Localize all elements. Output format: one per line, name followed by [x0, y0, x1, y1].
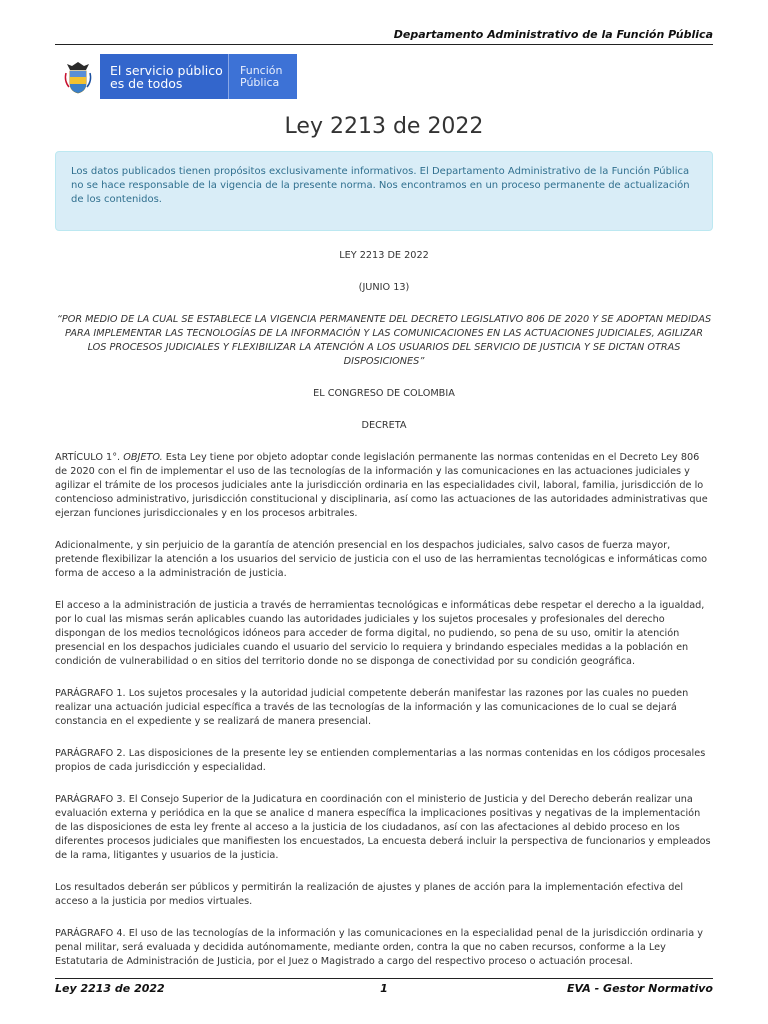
paragraph: PARÁGRAFO 4. El uso de las tecnologías de la información y las comunicaciones en la especialidad penal de la jurisdicción ordinaria y penal militar, será evaluada y decidida autónomamente, mediante orden, contra la que no caben recursos, conforme a la Ley Estatutaria de Administración de Justicia, por el Juez o Magistrado a cargo del respectivo proceso o actuación procesal.	[55, 928, 703, 967]
logo-side-line2: Pública	[240, 75, 280, 89]
footer-system-name: EVA - Gestor Normativo	[567, 982, 713, 995]
article-1	[55, 451, 713, 521]
paragraph: Los resultados deberán ser públicos y permitirán la realización de ajustes y planes de acción para la implementación efectiva del acceso a la justicia por medios virtuales.	[55, 882, 684, 907]
document-body	[55, 249, 713, 987]
decreta-heading: DECRETA	[361, 420, 407, 431]
congress-heading: EL CONGRESO DE COLOMBIA	[313, 388, 455, 399]
logo-side-line1: Función	[240, 63, 283, 77]
page-footer	[55, 978, 713, 995]
paragraph: El acceso a la administración de justicia a través de herramientas tecnológicas e informáticas debe respetar el derecho a la igualdad, por lo cual las mismas serán aplicables cuando las autoridades judiciales y los sujetos procesales y profesionales del derecho dispongan de los medios tecnológicos idóneos para acceder de forma digital, no pudiendo, so pena de su uso, omitir la atención presencial en los despachos judiciales cuando el usuario del servicio lo requiera y brindando especiales medidas a la población en condición de vulnerabilidad o en sitios del territorio donde no se disponga de conectividad por su condición geográfica.	[55, 600, 705, 667]
law-heading: LEY 2213 DE 2022	[339, 250, 429, 261]
article-1-text: Esta Ley tiene por objeto adoptar conde legislación permanente las normas contenidas en el Decreto Ley 806 de 2020 con el fin de implementar el uso de las tecnologías de la información y las comunicaciones en las actuaciones judiciales y agilizar el trámite de los procesos judiciales ante la jurisdicción ordinaria en las especialidades civil, laboral, familia, jurisdicción de lo contencioso administrativo, jurisdicción constitucional y disciplinaria, así como las actuaciones de las autoridades administrativas que ejerzan funciones jurisdiccionales y en los procesos arbitrales.	[55, 452, 708, 519]
law-subtitle: “POR MEDIO DE LA CUAL SE ESTABLECE LA VIGENCIA PERMANENTE DEL DECRETO LEGISLATIVO 806 DE 2020 Y SE ADOPTAN MEDIDAS PARA IMPLEMENTAR LAS TECNOLOGÍAS DE LA INFORMACIÓN Y LAS COMUNICACIONES EN LAS ACTUACIONES JUDICIALES, AGILIZAR LOS PROCESOS JUDICIALES Y FLEXIBILIZAR LA ATENCIÓN A LOS USUARIOS DEL SERVICIO DE JUSTICIA Y SE DICTAN OTRAS DISPOSICIONES”	[56, 314, 712, 367]
department-name: Departamento Administrativo de la Función Pública	[393, 28, 713, 41]
government-logo	[55, 54, 297, 99]
page-title: Ley 2213 de 2022	[284, 114, 484, 139]
law-date: (JUNIO 13)	[358, 282, 410, 293]
paragraph: PARÁGRAFO 3. El Consejo Superior de la Judicatura en coordinación con el ministerio de Justicia y del Derecho deberán realizar una evaluación externa y periódica en la que se analice d manera específica la implicaciones positivas y negativas de la implementación de las disposiciones de esta ley frente al acceso a la justicia de los ciudadanos, así con las afectaciones al debido proceso en los diferentes procesos judiciales que manifiesten los encuestados, La encuesta deberá incluir la perspectiva de funcionarios y empleados de la rama, litigantes y usuarios de la justicia.	[55, 794, 711, 861]
logo-main-line1: El servicio público	[110, 62, 223, 78]
page-header	[55, 28, 713, 45]
paragraph: PARÁGRAFO 2. Las disposiciones de la presente ley se entienden complementarias a las normas contenidas en los códigos procesales propios de cada jurisdicción y especialidad.	[55, 748, 706, 773]
article-1-title: OBJETO.	[123, 452, 163, 463]
logo-side-text	[229, 54, 297, 99]
colombia-coat-of-arms-icon	[55, 54, 100, 99]
paragraph: Adicionalmente, y sin perjuicio de la garantía de atención presencial en los despachos judiciales, salvo casos de fuerza mayor, pretende flexibilizar la atención a los usuarios del servicio de justicia con el uso de las herramientas tecnológicas e informáticas como forma de acceso a la administración de justicia.	[55, 540, 708, 579]
logo-main-text	[100, 54, 228, 99]
paragraph: PARÁGRAFO 1. Los sujetos procesales y la autoridad judicial competente deberán manifestar las razones por las cuales no pueden realizar una actuación judicial específica a través de las tecnologías de la información y las comunicaciones de lo cual se dejará constancia en el expediente y se realizará de manera presencial.	[55, 688, 689, 727]
disclaimer-notice: Los datos publicados tienen propósitos exclusivamente informativos. El Departamento Administrativo de la Función Pública no se hace responsable de la vigencia de la presente norma. Nos encontramos en un proceso permanente de actualización de los contenidos.	[55, 151, 713, 231]
logo-main-line2: es de todos	[110, 75, 183, 91]
footer-law-name: Ley 2213 de 2022	[55, 982, 165, 995]
article-1-label: ARTÍCULO 1°.	[55, 452, 121, 463]
page-number: 1	[380, 982, 388, 995]
